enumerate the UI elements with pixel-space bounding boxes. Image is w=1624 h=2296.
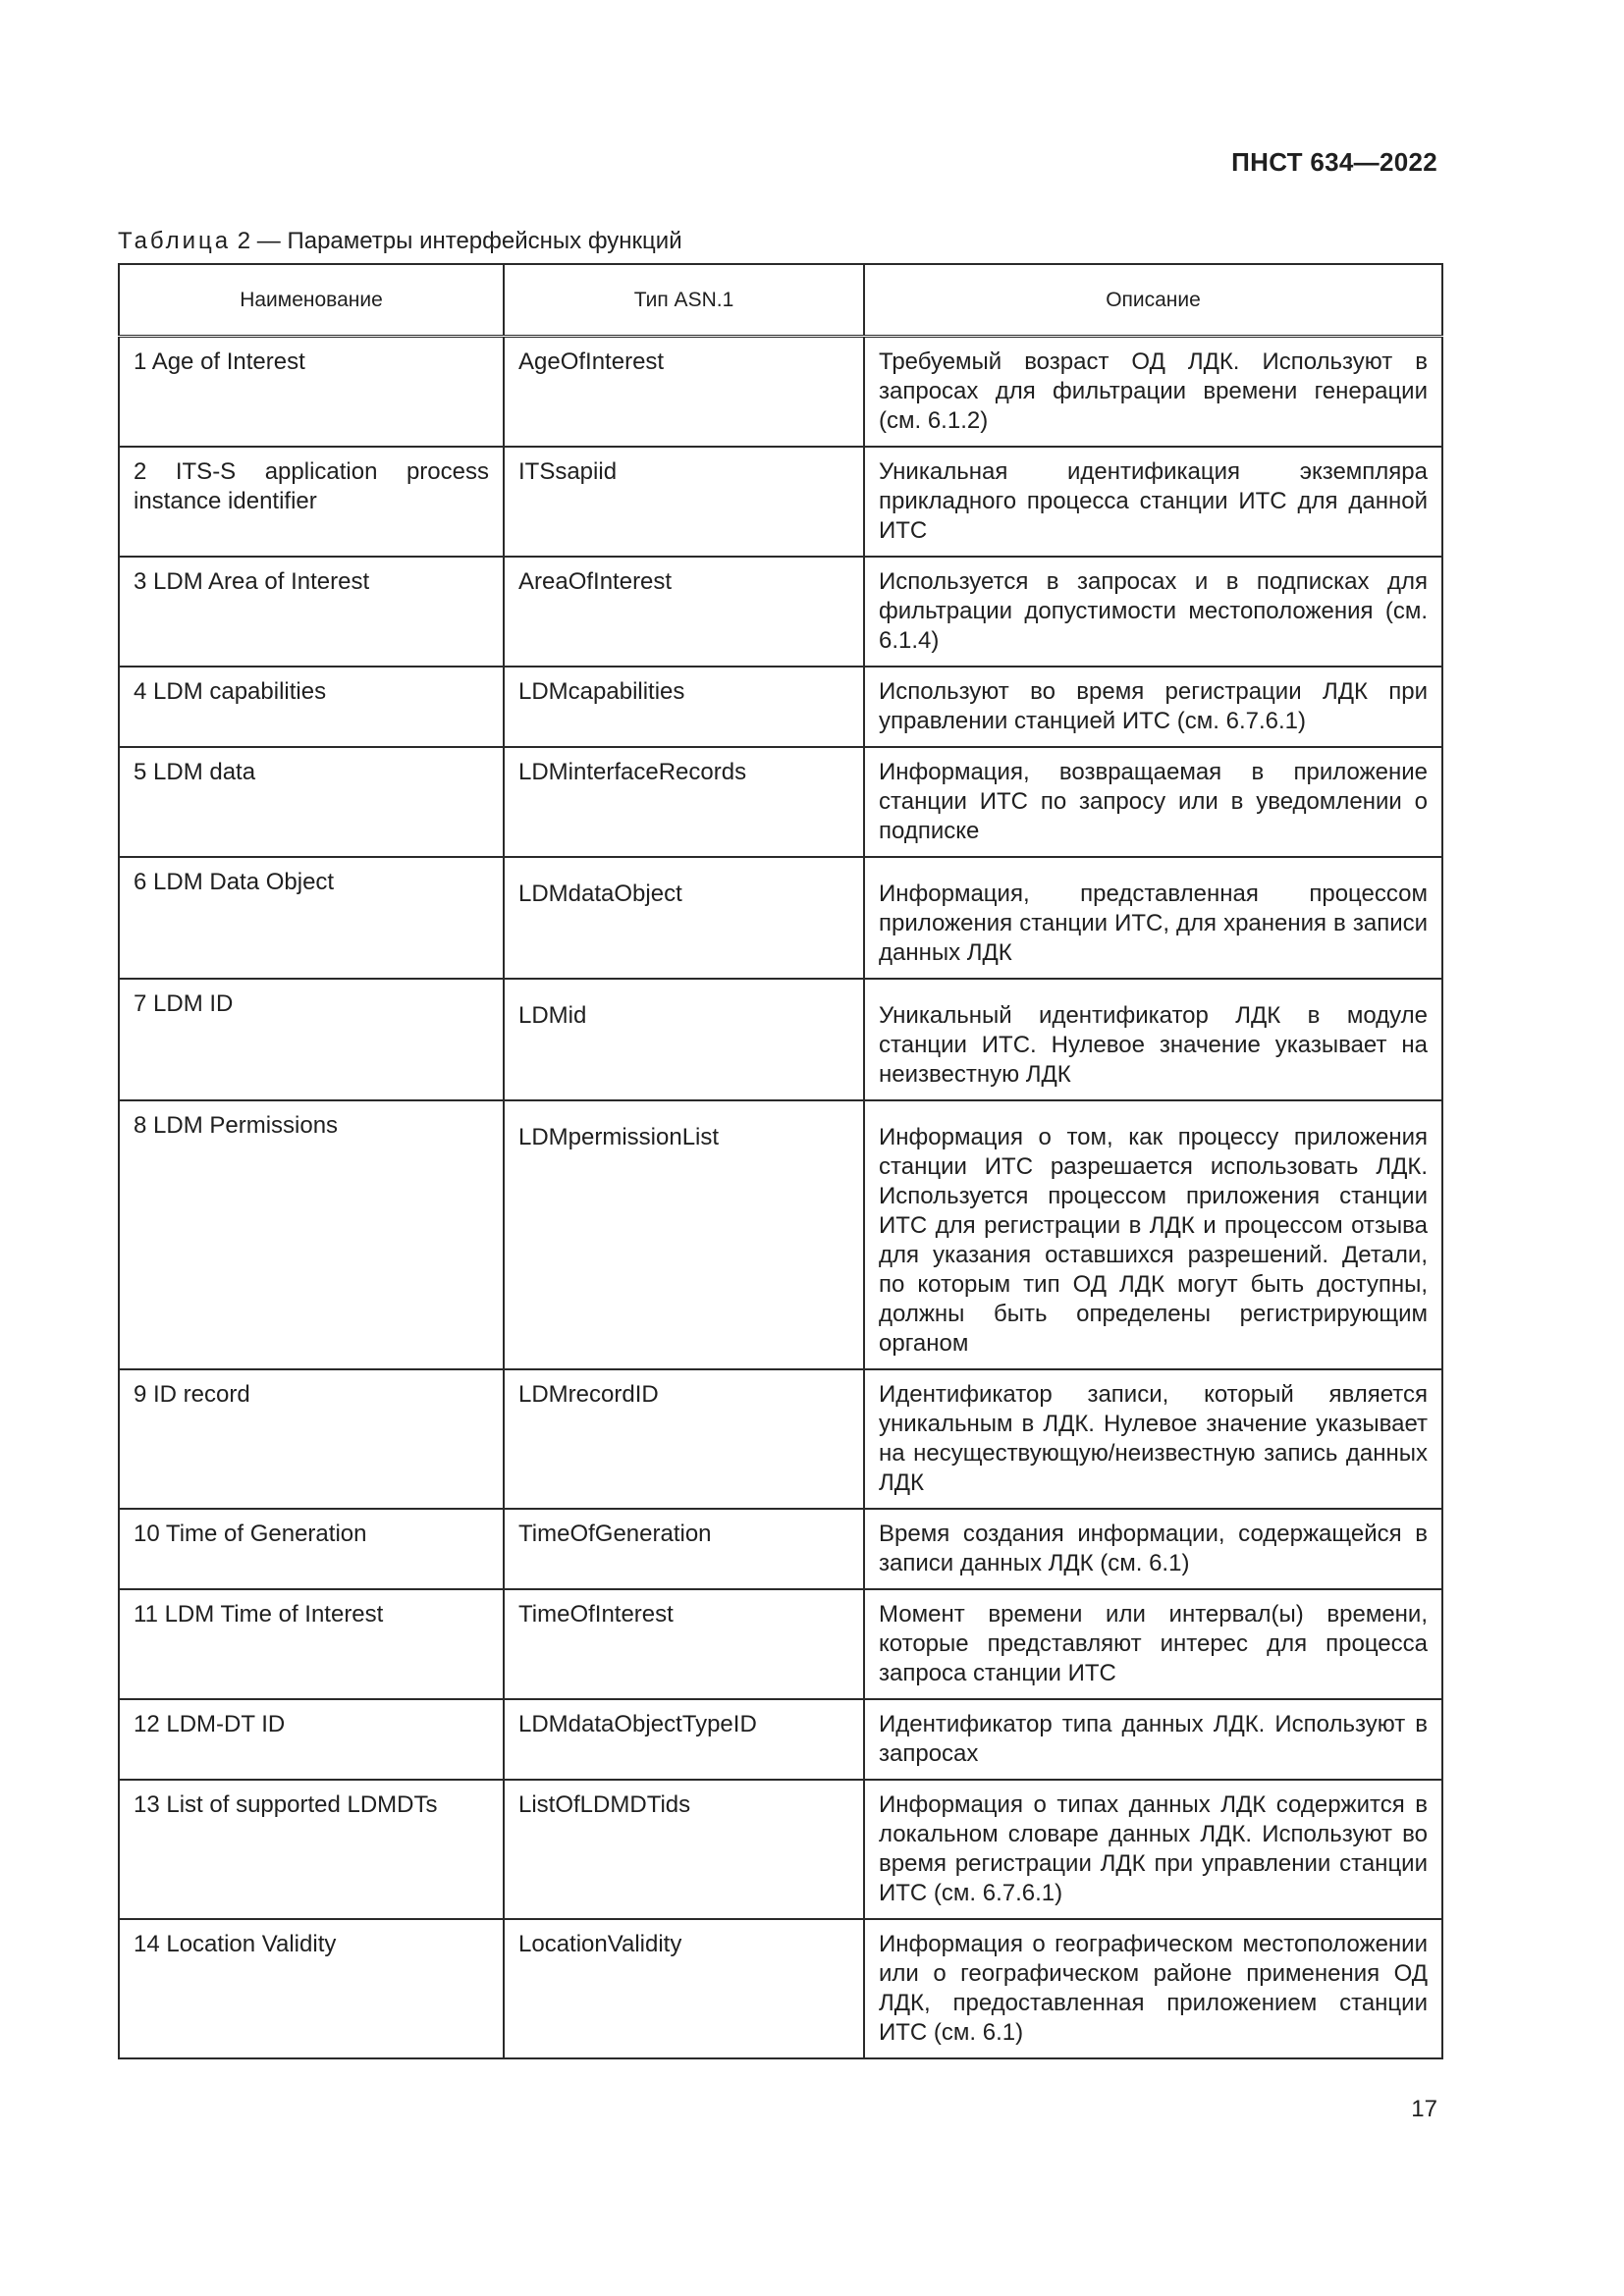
row-name: 3 LDM Area of Interest xyxy=(119,557,504,667)
table-row xyxy=(119,979,1442,1100)
row-asn-type: LDMdataObject xyxy=(504,857,864,979)
row-asn-type: LDMcapabilities xyxy=(504,667,864,747)
row-description: Информация, возвращаемая в приложение станции ИТС по запросу или в уведомлении о подписке xyxy=(864,747,1442,857)
row-asn-type: LDMpermissionList xyxy=(504,1100,864,1369)
column-header-asn-type: Тип ASN.1 xyxy=(504,264,864,337)
table-caption-label: Таблица xyxy=(118,228,232,254)
row-asn-type: LDMinterfaceRecords xyxy=(504,747,864,857)
row-name: 14 Location Validity xyxy=(119,1919,504,2058)
table-row xyxy=(119,857,1442,979)
document-code: ПНСТ 634—2022 xyxy=(1231,147,1437,177)
row-name: 4 LDM capabilities xyxy=(119,667,504,747)
row-description: Информация о географическом местоположении или о географическом районе применения ОД ЛДК, предоставленная приложением станции ИТС (см. 6.1) xyxy=(864,1919,1442,2058)
row-asn-type: TimeOfGeneration xyxy=(504,1509,864,1589)
row-name: 2 ITS-S application process instance identifier xyxy=(119,447,504,557)
table-caption xyxy=(118,228,682,255)
row-name: 8 LDM Permissions xyxy=(119,1100,504,1369)
row-description: Используют во время регистрации ЛДК при управлении станцией ИТС (см. 6.7.6.1) xyxy=(864,667,1442,747)
row-description: Используется в запросах и в подписках для фильтрации допустимости местоположения (см. 6.1.4) xyxy=(864,557,1442,667)
row-description: Идентификатор записи, который является уникальным в ЛДК. Нулевое значение указывает на несуществующую/неизвестную запись данных ЛДК xyxy=(864,1369,1442,1509)
row-name: 1 Age of Interest xyxy=(119,337,504,448)
row-description: Идентификатор типа данных ЛДК. Используют в запросах xyxy=(864,1699,1442,1780)
row-asn-type: LDMid xyxy=(504,979,864,1100)
row-asn-type: TimeOfInterest xyxy=(504,1589,864,1699)
row-name: 13 List of supported LDMDTs xyxy=(119,1780,504,1919)
row-name: 9 ID record xyxy=(119,1369,504,1509)
row-name: 11 LDM Time of Interest xyxy=(119,1589,504,1699)
table-row xyxy=(119,747,1442,857)
row-asn-type: LDMrecordID xyxy=(504,1369,864,1509)
table-row xyxy=(119,1919,1442,2058)
row-description: Время создания информации, содержащейся в записи данных ЛДК (см. 6.1) xyxy=(864,1509,1442,1589)
table-row xyxy=(119,1589,1442,1699)
row-description: Информация о типах данных ЛДК содержится в локальном словаре данных ЛДК. Используют во время регистрации ЛДК при управлении станции ИТС (см. 6.7.6.1) xyxy=(864,1780,1442,1919)
row-description: Информация о том, как процессу приложения станции ИТС разрешается использовать ЛДК. Используется процессом приложения станции ИТС для регистрации в ЛДК и процессом отзыва для указания оставшихся разрешений. Детали, по которым тип ОД ЛДК могут быть доступны, должны быть определены регистрирующим органом xyxy=(864,1100,1442,1369)
table-row xyxy=(119,1509,1442,1589)
row-description: Информация, представленная процессом приложения станции ИТС, для хранения в записи данных ЛДК xyxy=(864,857,1442,979)
row-asn-type: LDMdataObjectTypeID xyxy=(504,1699,864,1780)
table-row xyxy=(119,1780,1442,1919)
table-row xyxy=(119,557,1442,667)
row-description: Уникальная идентификация экземпляра прикладного процесса станции ИТС для данной ИТС xyxy=(864,447,1442,557)
table-row xyxy=(119,1699,1442,1780)
row-description: Момент времени или интервал(ы) времени, которые представляют интерес для процесса запроса станции ИТС xyxy=(864,1589,1442,1699)
page-number: 17 xyxy=(1411,2096,1437,2122)
column-header-description: Описание xyxy=(864,264,1442,337)
row-name: 6 LDM Data Object xyxy=(119,857,504,979)
row-asn-type: AgeOfInterest xyxy=(504,337,864,448)
row-asn-type: AreaOfInterest xyxy=(504,557,864,667)
table-body xyxy=(119,337,1442,2059)
table-caption-text: 2 — Параметры интерфейсных функций xyxy=(237,228,682,254)
row-asn-type: ListOfLDMDTids xyxy=(504,1780,864,1919)
table-row xyxy=(119,1100,1442,1369)
table-row xyxy=(119,667,1442,747)
row-name: 12 LDM-DT ID xyxy=(119,1699,504,1780)
row-asn-type: ITSsapiid xyxy=(504,447,864,557)
parameters-table xyxy=(118,263,1443,2059)
table-header-row xyxy=(119,264,1442,337)
table-header xyxy=(119,264,1442,337)
column-header-name: Наименование xyxy=(119,264,504,337)
row-name: 5 LDM data xyxy=(119,747,504,857)
row-name: 7 LDM ID xyxy=(119,979,504,1100)
table-row xyxy=(119,1369,1442,1509)
row-name: 10 Time of Generation xyxy=(119,1509,504,1589)
table-row xyxy=(119,337,1442,448)
row-description: Уникальный идентификатор ЛДК в модуле станции ИТС. Нулевое значение указывает на неизвестную ЛДК xyxy=(864,979,1442,1100)
row-description: Требуемый возраст ОД ЛДК. Используют в запросах для фильтрации времени генерации (см. 6.1.2) xyxy=(864,337,1442,448)
table-row xyxy=(119,447,1442,557)
row-asn-type: LocationValidity xyxy=(504,1919,864,2058)
